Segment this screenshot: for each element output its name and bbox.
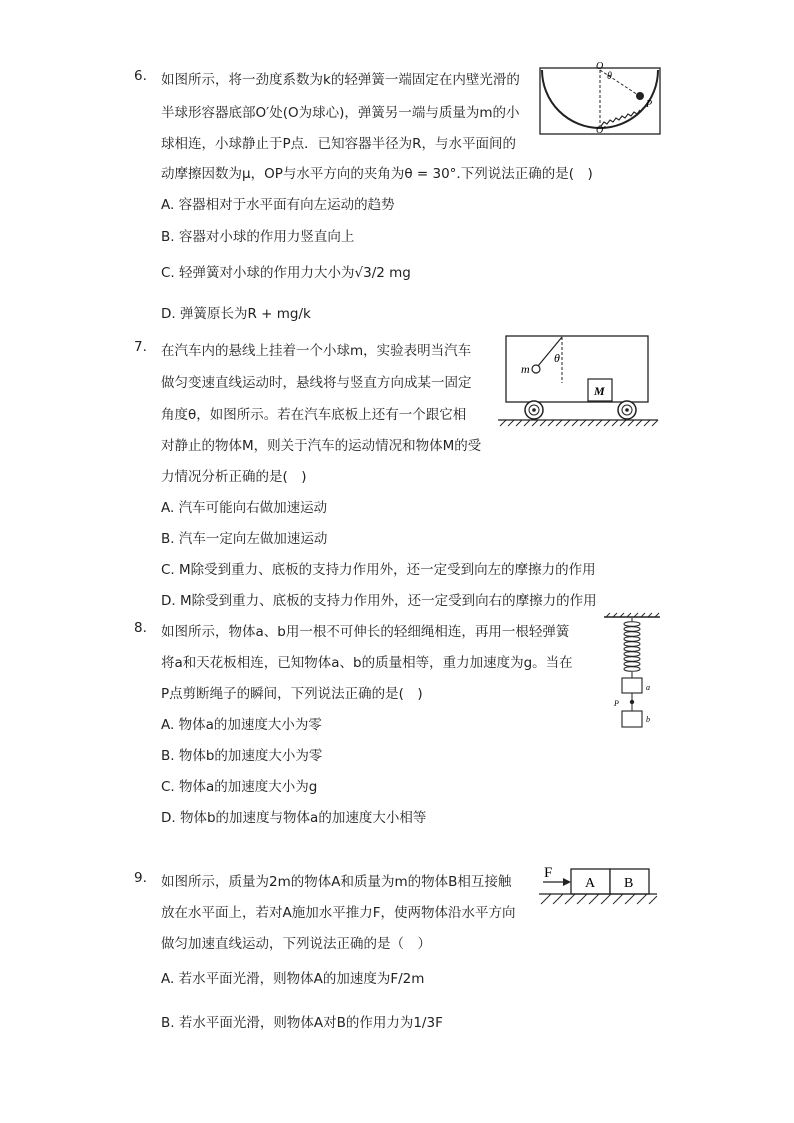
stem-line: 力情况分析正确的是( ) xyxy=(161,469,307,485)
label-f: F xyxy=(544,865,553,881)
force-arrowhead-icon xyxy=(563,878,571,886)
label-o: O xyxy=(596,62,604,72)
option-d: D. M除受到重力、底板的支持力作用外，还一定受到向右的摩擦力的作用 xyxy=(161,593,597,609)
ball xyxy=(636,92,644,100)
option-c: C. 物体a的加速度大小为g xyxy=(161,779,318,795)
label-theta: θ xyxy=(554,351,560,365)
ground-hatching xyxy=(541,894,657,904)
stem-line: 放在水平面上，若对A施加水平推力F，使两物体沿水平方向 xyxy=(161,905,516,921)
stem-line: 角度θ，如图所示。若在汽车底板上还有一个跟它相 xyxy=(161,407,467,423)
option-c: C. 轻弹簧对小球的作用力大小为√3/2 mg xyxy=(161,265,411,281)
question-number: 6. xyxy=(134,68,147,84)
small-ball xyxy=(532,365,540,373)
stem-line: 做匀变速直线运动时，悬线将与竖直方向成某一固定 xyxy=(161,375,472,391)
option-a: A. 汽车可能向右做加速运动 xyxy=(161,500,328,516)
label-big-a: A xyxy=(585,876,596,891)
option-b: B. 容器对小球的作用力竖直向上 xyxy=(161,229,355,245)
spring xyxy=(624,618,640,678)
stem-line: 将a和天花板相连，已知物体a、b的质量相等，重力加速度为g。当在 xyxy=(161,655,573,671)
cut-point-p xyxy=(630,700,634,704)
label-big-b: B xyxy=(624,876,634,891)
stem-line: 球相连，小球静止于P点．已知容器半径为R，与水平面间的 xyxy=(161,136,517,152)
left-wheel xyxy=(525,401,543,419)
op-dashed-line xyxy=(600,70,638,95)
right-wheel xyxy=(618,401,636,419)
option-a: A. 物体a的加速度大小为零 xyxy=(161,717,322,733)
car-figure xyxy=(496,333,660,429)
stem-line: P点剪断绳子的瞬间，下列说法正确的是( ) xyxy=(161,686,423,702)
stem-line: 对静止的物体M，则关于汽车的运动情况和物体M的受 xyxy=(161,438,482,454)
label-m: m xyxy=(521,362,530,376)
stem-line: 做匀加速直线运动，下列说法正确的是（ ） xyxy=(161,936,431,952)
label-p: P xyxy=(614,699,619,708)
option-a: A. 容器相对于水平面有向左运动的趋势 xyxy=(161,197,395,213)
option-b: B. 物体b的加速度大小为零 xyxy=(161,748,323,764)
label-b: b xyxy=(646,715,650,724)
question-number: 8. xyxy=(134,620,147,636)
stem-line: 如图所示，物体a、b用一根不可伸长的轻细绳相连，再用一根轻弹簧 xyxy=(161,624,570,640)
label-a: a xyxy=(646,683,650,692)
block-a xyxy=(622,678,642,693)
label-p: P xyxy=(646,99,653,110)
question-number: 7. xyxy=(134,339,147,355)
blocks-ab-figure xyxy=(535,860,661,912)
label-big-m: M xyxy=(594,384,605,398)
option-a: A. 若水平面光滑，则物体A的加速度为F/2m xyxy=(161,971,425,987)
label-o-prime: O′ xyxy=(596,125,606,136)
stem-line: 动摩擦因数为μ，OP与水平方向的夹角为θ = 30°.下列说法正确的是( ) xyxy=(161,166,593,182)
spring-blocks-figure xyxy=(600,612,664,730)
option-d: D. 弹簧原长为R + mg/k xyxy=(161,306,311,322)
hemisphere-container-figure xyxy=(538,62,664,137)
label-theta: θ xyxy=(607,71,612,82)
question-number: 9. xyxy=(134,870,147,886)
option-c: C. M除受到重力、底板的支持力作用外，还一定受到向左的摩擦力的作用 xyxy=(161,562,596,578)
stem-line: 在汽车内的悬线上挂着一个小球m，实验表明当汽车 xyxy=(161,343,472,359)
ground-hatching xyxy=(500,420,658,426)
option-d: D. 物体b的加速度与物体a的加速度大小相等 xyxy=(161,810,427,826)
stem-line: 半球形容器底部O′处(O为球心)，弹簧另一端与质量为m的小 xyxy=(161,105,520,121)
option-b: B. 若水平面光滑，则物体A对B的作用力为1/3F xyxy=(161,1015,443,1031)
stem-line: 如图所示，将一劲度系数为k的轻弹簧一端固定在内壁光滑的 xyxy=(161,72,520,88)
option-b: B. 汽车一定向左做加速运动 xyxy=(161,531,328,547)
stem-line: 如图所示，质量为2m的物体A和质量为m的物体B相互接触 xyxy=(161,874,512,890)
block-b xyxy=(622,711,642,727)
